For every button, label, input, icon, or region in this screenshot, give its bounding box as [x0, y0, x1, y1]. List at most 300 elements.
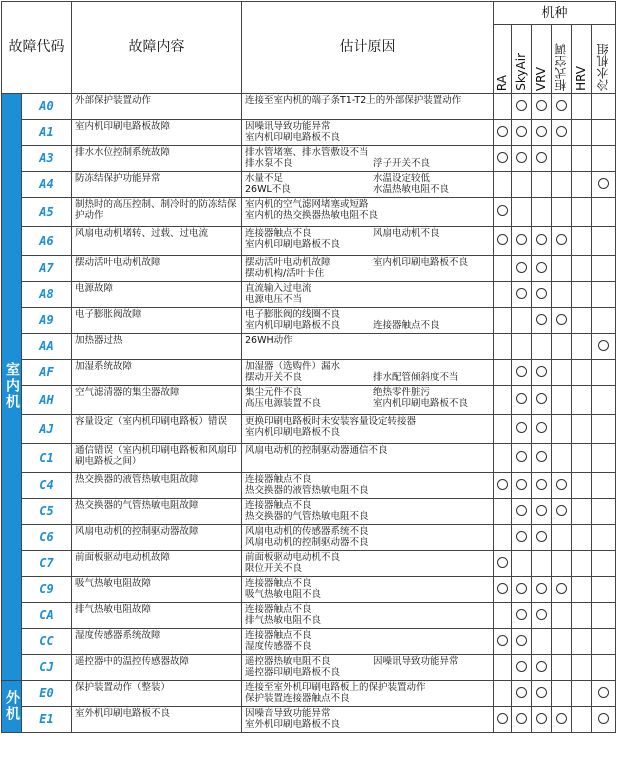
table-row [2, 525, 616, 551]
table-row [2, 577, 616, 603]
fault-code: C5 [22, 499, 72, 525]
fault-content: 防冻结保护功能异常 [72, 172, 242, 198]
model-mark-cell [572, 551, 592, 577]
fault-cause: 连接器触点不良 热交换器的气管热敏电阻不良 [242, 499, 494, 525]
model-mark-cell [572, 577, 592, 603]
model-mark-cell [572, 655, 592, 681]
model-mark-cell [512, 120, 532, 146]
model-mark-cell [552, 198, 572, 227]
model-mark-cell [494, 473, 512, 499]
model-mark-cell [494, 94, 512, 120]
model-mark-cell [592, 198, 616, 227]
fault-content: 电子膨胀阀故障 [72, 308, 242, 334]
applicable-circle-icon [516, 234, 527, 245]
fault-code: E0 [22, 681, 72, 707]
applicable-circle-icon [556, 126, 567, 137]
model-mark-cell [552, 444, 572, 473]
fault-content: 保护装置动作（整装） [72, 681, 242, 707]
model-mark-cell [552, 629, 572, 655]
applicable-circle-icon [536, 262, 547, 273]
table-row [2, 499, 616, 525]
model-mark-cell [494, 172, 512, 198]
model-mark-cell [592, 120, 616, 146]
model-mark-cell [494, 499, 512, 525]
model-mark-cell [572, 386, 592, 415]
model-mark-cell [512, 681, 532, 707]
model-mark-cell [532, 415, 552, 444]
applicable-circle-icon [516, 451, 527, 462]
fault-code: CJ [22, 655, 72, 681]
model-mark-cell [552, 227, 572, 256]
applicable-circle-icon [536, 505, 547, 516]
model-mark-cell [572, 681, 592, 707]
model-mark-cell [494, 415, 512, 444]
applicable-circle-icon [598, 713, 609, 724]
model-mark-cell [532, 256, 552, 282]
model-mark-cell [532, 172, 552, 198]
model-mark-cell [552, 681, 572, 707]
applicable-circle-icon [497, 557, 508, 568]
applicable-circle-icon [497, 713, 508, 724]
model-mark-cell [592, 227, 616, 256]
applicable-circle-icon [556, 234, 567, 245]
model-mark-cell [494, 198, 512, 227]
model-mark-cell [512, 551, 532, 577]
model-mark-cell [532, 120, 552, 146]
model-mark-cell [532, 499, 552, 525]
table-row [2, 473, 616, 499]
table-row [2, 256, 616, 282]
table-row [2, 146, 616, 172]
model-mark-cell [592, 707, 616, 733]
applicable-circle-icon [556, 314, 567, 325]
model-mark-cell [572, 473, 592, 499]
applicable-circle-icon [516, 422, 527, 433]
model-mark-cell [532, 603, 552, 629]
header-model-cabinet: 柜式空调 [552, 25, 572, 94]
model-mark-cell [552, 415, 572, 444]
model-mark-cell [572, 707, 592, 733]
fault-content: 遥控器中的温控传感器故障 [72, 655, 242, 681]
applicable-circle-icon [598, 340, 609, 351]
applicable-circle-icon [497, 205, 508, 216]
model-mark-cell [552, 386, 572, 415]
applicable-circle-icon [536, 314, 547, 325]
fault-cause: 连接器触点不良 热交换器的液管热敏电阻不良 [242, 473, 494, 499]
fault-cause: 直流输入过电流 电源电压不当 [242, 282, 494, 308]
table-row [2, 120, 616, 146]
fault-code: A5 [22, 198, 72, 227]
applicable-circle-icon [516, 393, 527, 404]
fault-content: 制热时的高压控制、制冷时的防冻结保护动作 [72, 198, 242, 227]
model-mark-cell [494, 444, 512, 473]
model-mark-cell [512, 415, 532, 444]
fault-cause: 连接器触点不良 排气热敏电阻不良 [242, 603, 494, 629]
model-mark-cell [512, 308, 532, 334]
model-mark-cell [532, 551, 552, 577]
fault-cause: 室内机的空气滤网堵塞或短路 室内机的热交换器热敏电阻不良 [242, 198, 494, 227]
model-mark-cell [494, 282, 512, 308]
table-row [2, 444, 616, 473]
model-mark-cell [552, 577, 572, 603]
fault-code: CA [22, 603, 72, 629]
model-mark-cell [532, 198, 552, 227]
fault-cause: 加湿器（选购件）漏水 摆动开关不良 排水配管倾斜度不当 [242, 360, 494, 386]
model-mark-cell [532, 473, 552, 499]
fault-content: 前面板驱动电动机故障 [72, 551, 242, 577]
fault-cause: 26WH动作 [242, 334, 494, 360]
table-row [2, 707, 616, 733]
model-mark-cell [552, 334, 572, 360]
model-mark-cell [552, 146, 572, 172]
model-mark-cell [494, 551, 512, 577]
fault-code-table [1, 1, 616, 733]
model-mark-cell [552, 308, 572, 334]
fault-cause: 遥控器热敏电阻不良 因噪讯导致功能异常 遥控器印刷电路板不良 [242, 655, 494, 681]
applicable-circle-icon [536, 288, 547, 299]
fault-code: A0 [22, 94, 72, 120]
model-mark-cell [512, 444, 532, 473]
applicable-circle-icon [536, 713, 547, 724]
model-mark-cell [572, 603, 592, 629]
model-mark-cell [532, 629, 552, 655]
fault-content: 热交换器的液管热敏电阻故障 [72, 473, 242, 499]
model-mark-cell [572, 499, 592, 525]
model-mark-cell [552, 473, 572, 499]
model-mark-cell [572, 415, 592, 444]
fault-cause: 连接至室外机印刷电路板上的保护装置动作 保护装置连接器触点不良 [242, 681, 494, 707]
applicable-circle-icon [497, 479, 508, 490]
model-mark-cell [552, 551, 572, 577]
applicable-circle-icon [536, 531, 547, 542]
table-row [2, 198, 616, 227]
model-mark-cell [532, 308, 552, 334]
model-mark-cell [552, 256, 572, 282]
model-mark-cell [592, 681, 616, 707]
applicable-circle-icon [536, 583, 547, 594]
applicable-circle-icon [556, 479, 567, 490]
model-mark-cell [532, 94, 552, 120]
applicable-circle-icon [536, 687, 547, 698]
model-mark-cell [532, 227, 552, 256]
fault-content: 空气滤清器的集尘器故障 [72, 386, 242, 415]
model-mark-cell [512, 360, 532, 386]
model-mark-cell [592, 525, 616, 551]
model-mark-cell [592, 499, 616, 525]
model-mark-cell [494, 334, 512, 360]
model-mark-cell [532, 146, 552, 172]
applicable-circle-icon [516, 152, 527, 163]
fault-cause: 连接器触点不良 风扇电动机不良 室内机印刷电路板不良 [242, 227, 494, 256]
model-mark-cell [532, 577, 552, 603]
fault-cause: 连接至室内机的端子条T1-T2上的外部保护装置动作 [242, 94, 494, 120]
applicable-circle-icon [516, 100, 527, 111]
header-model-chiller: 冷水机组 [592, 25, 616, 94]
model-mark-cell [512, 146, 532, 172]
model-mark-cell [572, 308, 592, 334]
model-mark-cell [532, 360, 552, 386]
fault-cause: 电子膨胀阀的线圈不良 室内机印刷电路板不良 连接器触点不良 [242, 308, 494, 334]
model-mark-cell [592, 444, 616, 473]
model-mark-cell [512, 334, 532, 360]
applicable-circle-icon [516, 366, 527, 377]
fault-cause: 排水管堵塞、排水管敷设不当 排水泵不良 浮子开关不良 [242, 146, 494, 172]
applicable-circle-icon [598, 687, 609, 698]
applicable-circle-icon [516, 687, 527, 698]
fault-code: E1 [22, 707, 72, 733]
applicable-circle-icon [556, 583, 567, 594]
model-mark-cell [494, 655, 512, 681]
model-mark-cell [512, 282, 532, 308]
model-mark-cell [552, 707, 572, 733]
model-mark-cell [494, 525, 512, 551]
model-mark-cell [494, 308, 512, 334]
applicable-circle-icon [536, 234, 547, 245]
applicable-circle-icon [536, 479, 547, 490]
fault-cause: 水量不足 水温设定较低 26WL不良 水温热敏电阻不良 [242, 172, 494, 198]
fault-content: 湿度传感器系统故障 [72, 629, 242, 655]
header-model-skyair: SkyAir [512, 25, 532, 94]
applicable-circle-icon [556, 505, 567, 516]
applicable-circle-icon [516, 262, 527, 273]
fault-content: 排水水位控制系统故障 [72, 146, 242, 172]
fault-content: 吸气热敏电阻故障 [72, 577, 242, 603]
model-mark-cell [512, 198, 532, 227]
table-row [2, 386, 616, 415]
applicable-circle-icon [598, 178, 609, 189]
fault-cause: 风扇电动机的控制驱动器通信不良 [242, 444, 494, 473]
model-mark-cell [552, 282, 572, 308]
model-mark-cell [532, 334, 552, 360]
header-code: 故障代码 [2, 2, 72, 94]
model-mark-cell [592, 172, 616, 198]
model-mark-cell [592, 655, 616, 681]
model-mark-cell [532, 525, 552, 551]
table-row [2, 629, 616, 655]
model-mark-cell [512, 577, 532, 603]
applicable-circle-icon [516, 288, 527, 299]
header-model-vrv: VRV [532, 25, 552, 94]
model-mark-cell [552, 172, 572, 198]
model-mark-cell [552, 360, 572, 386]
fault-cause: 前面板驱动电动机不良 限位开关不良 [242, 551, 494, 577]
table-row [2, 172, 616, 198]
model-mark-cell [494, 707, 512, 733]
fault-code: C9 [22, 577, 72, 603]
applicable-circle-icon [536, 126, 547, 137]
model-mark-cell [532, 707, 552, 733]
header-cause: 估计原因 [242, 2, 494, 94]
header-content: 故障内容 [72, 2, 242, 94]
fault-code: A9 [22, 308, 72, 334]
fault-cause: 连接器触点不良 湿度传感器不良 [242, 629, 494, 655]
applicable-circle-icon [536, 100, 547, 111]
model-mark-cell [552, 120, 572, 146]
model-mark-cell [512, 94, 532, 120]
model-mark-cell [592, 360, 616, 386]
fault-content: 容量设定（室内机印刷电路板）错误 [72, 415, 242, 444]
model-mark-cell [592, 334, 616, 360]
model-mark-cell [592, 386, 616, 415]
table-row [2, 308, 616, 334]
header-model-ra: RA [494, 25, 512, 94]
fault-code: C7 [22, 551, 72, 577]
model-mark-cell [592, 629, 616, 655]
model-mark-cell [532, 444, 552, 473]
model-mark-cell [592, 256, 616, 282]
model-mark-cell [592, 282, 616, 308]
applicable-circle-icon [516, 479, 527, 490]
table-row [2, 334, 616, 360]
model-mark-cell [512, 473, 532, 499]
fault-code: A4 [22, 172, 72, 198]
fault-cause: 集尘元件不良 绝热零件脏污 高压电源装置不良 室内机印刷电路板不良 [242, 386, 494, 415]
fault-cause: 风扇电动机的传感器系统不良 风扇电动机的控制驱动器不良 [242, 525, 494, 551]
fault-content: 外部保护装置动作 [72, 94, 242, 120]
model-mark-cell [494, 603, 512, 629]
model-mark-cell [512, 525, 532, 551]
model-mark-cell [532, 282, 552, 308]
applicable-circle-icon [536, 422, 547, 433]
applicable-circle-icon [497, 152, 508, 163]
model-mark-cell [592, 473, 616, 499]
fault-content: 室外机印刷电路板不良 [72, 707, 242, 733]
model-mark-cell [512, 603, 532, 629]
table-row [2, 681, 616, 707]
fault-cause: 连接器触点不良 吸气热敏电阻不良 [242, 577, 494, 603]
fault-code: A6 [22, 227, 72, 256]
table-row [2, 415, 616, 444]
fault-content: 风扇电动机的控制驱动器故障 [72, 525, 242, 551]
model-mark-cell [532, 655, 552, 681]
fault-content: 摆动活叶电动机故障 [72, 256, 242, 282]
model-mark-cell [592, 308, 616, 334]
fault-code: C4 [22, 473, 72, 499]
category-outdoor: 外机 [2, 681, 22, 733]
fault-content: 加热器过热 [72, 334, 242, 360]
applicable-circle-icon [516, 609, 527, 620]
model-mark-cell [532, 681, 552, 707]
applicable-circle-icon [536, 152, 547, 163]
table-row [2, 94, 616, 120]
model-mark-cell [494, 386, 512, 415]
fault-code: AF [22, 360, 72, 386]
table-row [2, 603, 616, 629]
fault-code: A1 [22, 120, 72, 146]
applicable-circle-icon [536, 366, 547, 377]
model-mark-cell [512, 172, 532, 198]
fault-content: 风扇电动机堵转、过载、过电流 [72, 227, 242, 256]
model-mark-cell [494, 227, 512, 256]
table-row [2, 655, 616, 681]
model-mark-cell [494, 256, 512, 282]
model-mark-cell [572, 256, 592, 282]
model-mark-cell [572, 334, 592, 360]
model-mark-cell [552, 603, 572, 629]
fault-code: A8 [22, 282, 72, 308]
model-mark-cell [512, 499, 532, 525]
model-mark-cell [592, 415, 616, 444]
fault-cause: 摆动活叶电动机故障 室内机印刷电路板不良 摆动机构/活叶卡住 [242, 256, 494, 282]
applicable-circle-icon [536, 609, 547, 620]
applicable-circle-icon [536, 393, 547, 404]
model-mark-cell [512, 227, 532, 256]
model-mark-cell [512, 655, 532, 681]
model-mark-cell [572, 360, 592, 386]
fault-code: AJ [22, 415, 72, 444]
model-mark-cell [572, 282, 592, 308]
category-indoor: 室内机 [2, 94, 22, 681]
model-mark-cell [494, 146, 512, 172]
model-mark-cell [552, 94, 572, 120]
applicable-circle-icon [497, 635, 508, 646]
model-mark-cell [512, 386, 532, 415]
applicable-circle-icon [516, 583, 527, 594]
applicable-circle-icon [497, 126, 508, 137]
applicable-circle-icon [536, 451, 547, 462]
applicable-circle-icon [516, 635, 527, 646]
applicable-circle-icon [516, 661, 527, 672]
table-row [2, 551, 616, 577]
fault-content: 热交换器的气管热敏电阻故障 [72, 499, 242, 525]
table-row [2, 360, 616, 386]
applicable-circle-icon [536, 661, 547, 672]
model-mark-cell [552, 525, 572, 551]
applicable-circle-icon [516, 126, 527, 137]
fault-content: 室内机印刷电路板故障 [72, 120, 242, 146]
fault-code: C6 [22, 525, 72, 551]
model-mark-cell [572, 525, 592, 551]
model-mark-cell [592, 94, 616, 120]
fault-cause: 更换印刷电路板时未安装容量设定转接器 室内机印刷电路板不良 [242, 415, 494, 444]
applicable-circle-icon [556, 100, 567, 111]
model-mark-cell [494, 577, 512, 603]
model-mark-cell [572, 629, 592, 655]
fault-content: 排气热敏电阻故障 [72, 603, 242, 629]
applicable-circle-icon [516, 531, 527, 542]
model-mark-cell [572, 444, 592, 473]
fault-content: 电源故障 [72, 282, 242, 308]
model-mark-cell [572, 94, 592, 120]
model-mark-cell [592, 603, 616, 629]
model-mark-cell [494, 681, 512, 707]
applicable-circle-icon [516, 713, 527, 724]
model-mark-cell [512, 256, 532, 282]
fault-cause: 因噪音导致功能异常 室外机印刷电路板不良 [242, 707, 494, 733]
fault-cause: 因噪讯导致功能异常 室内机印刷电路板不良 [242, 120, 494, 146]
applicable-circle-icon [516, 505, 527, 516]
model-mark-cell [592, 577, 616, 603]
model-mark-cell [512, 629, 532, 655]
model-mark-cell [552, 655, 572, 681]
fault-code: AA [22, 334, 72, 360]
model-mark-cell [572, 172, 592, 198]
fault-content: 加湿系统故障 [72, 360, 242, 386]
model-mark-cell [512, 707, 532, 733]
model-mark-cell [592, 146, 616, 172]
model-mark-cell [592, 551, 616, 577]
model-mark-cell [494, 360, 512, 386]
model-mark-cell [572, 120, 592, 146]
model-mark-cell [572, 198, 592, 227]
header-model-hrv: HRV [572, 25, 592, 94]
applicable-circle-icon [556, 713, 567, 724]
model-mark-cell [572, 146, 592, 172]
fault-code: A7 [22, 256, 72, 282]
model-mark-cell [572, 227, 592, 256]
model-mark-cell [552, 499, 572, 525]
header-model-group: 机种 [494, 2, 616, 25]
